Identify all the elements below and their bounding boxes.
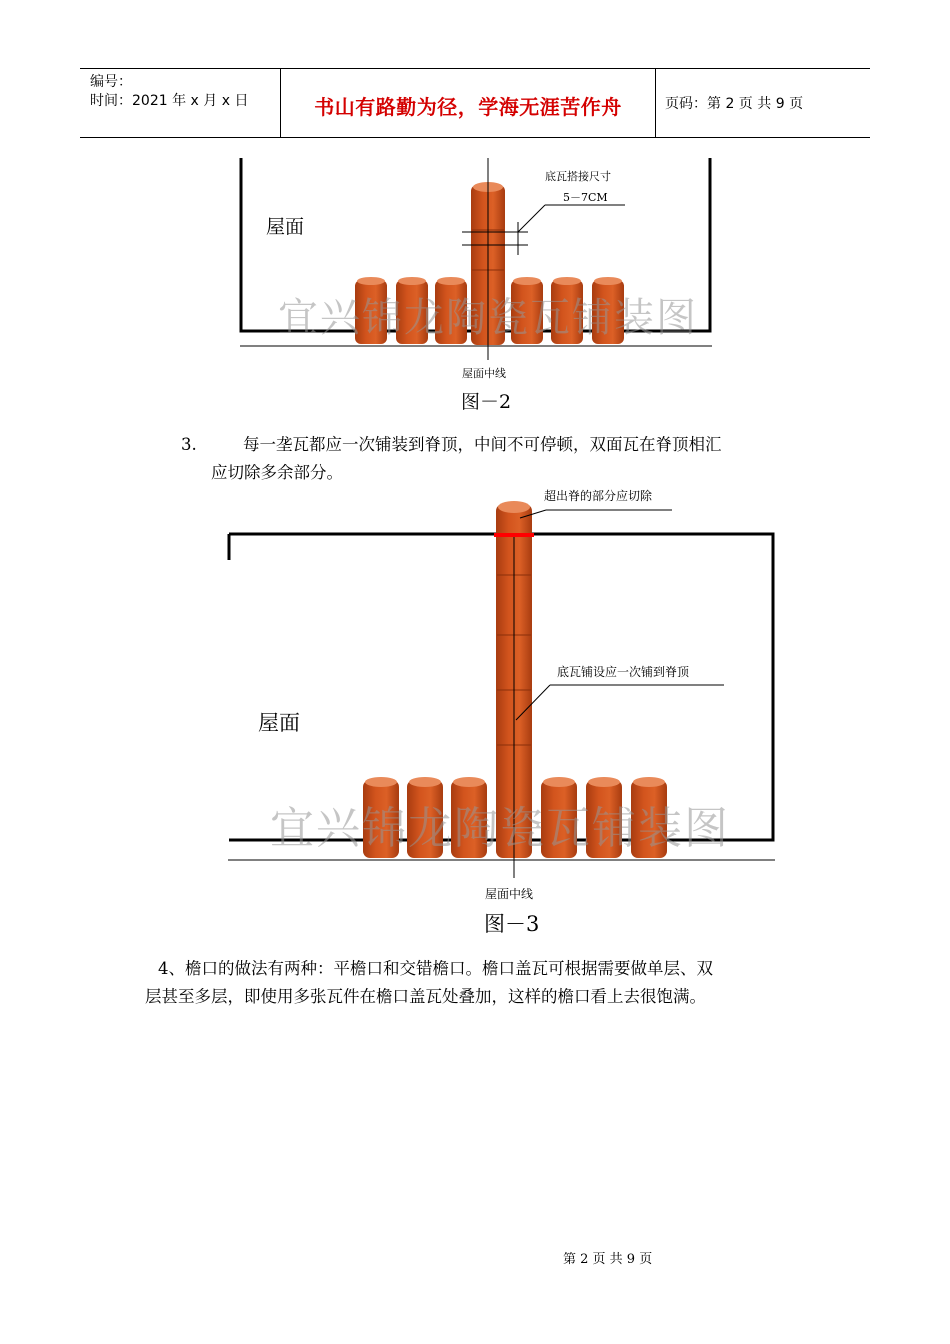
page-info: 页码：第 2 页 共 9 页 [665, 96, 804, 112]
serial-label: 编号： [90, 74, 132, 90]
lay-note: 底瓦铺设应一次铺到脊顶 [557, 665, 690, 679]
item3-number: 3. [181, 435, 197, 454]
page-footer: 第 2 页 共 9 页 [563, 1252, 653, 1267]
cut-note: 超出脊的部分应切除 [544, 489, 653, 503]
overlap-title: 底瓦搭接尺寸 [545, 170, 611, 183]
item4-line2: 层甚至多层，即使用多张瓦件在檐口盖瓦处叠加，这样的檐口看上去很饱满。 [145, 987, 706, 1006]
figure-2-diagram [0, 0, 950, 420]
motto: 书山有路勤为径，学海无涯苦作舟 [314, 95, 622, 119]
roof-label-fig3: 屋面 [258, 711, 300, 735]
centerline-label-fig2: 屋面中线 [462, 367, 506, 380]
centerline-label-fig3: 屋面中线 [485, 887, 534, 901]
watermark-fig3: 宜兴锦龙陶瓷瓦铺装图 [270, 803, 730, 854]
overlap-value: 5－7CM [563, 191, 608, 204]
annotation-leaders [516, 510, 724, 720]
time-label: 时间：2021 年 x 月 x 日 [90, 93, 249, 109]
item4-line1: 4、檐口的做法有两种：平檐口和交错檐口。檐口盖瓦可根据需要做单层、双 [158, 959, 713, 978]
roof-label-fig2: 屋面 [266, 216, 305, 238]
item3-line2: 应切除多余部分。 [211, 463, 343, 482]
caption-fig3: 图－3 [484, 912, 540, 936]
watermark-fig2: 宜兴锦龙陶瓷瓦铺装图 [278, 295, 698, 341]
caption-fig2: 图－2 [461, 391, 512, 413]
item3-line1: 每一垄瓦都应一次铺装到脊顶，中间不可停顿，双面瓦在脊顶相汇 [243, 435, 722, 454]
